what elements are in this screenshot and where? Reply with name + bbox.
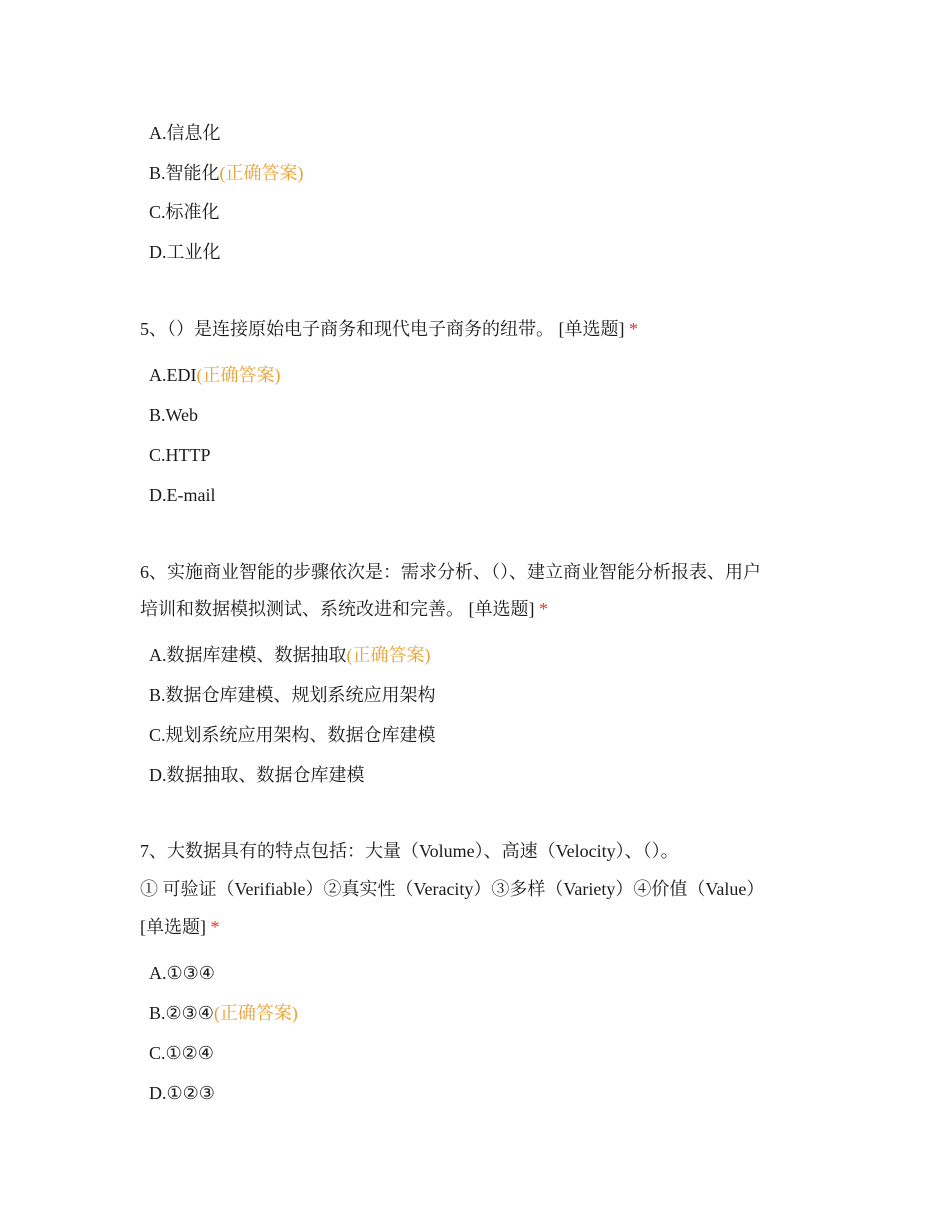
correct-answer-tag: (正确答案) <box>346 645 431 665</box>
option-label: B.智能化 <box>149 163 220 183</box>
option-label: A.信息化 <box>149 123 221 143</box>
option-label: B.Web <box>149 405 199 425</box>
question-text: 6、实施商业智能的步骤依次是：需求分析、（）、建立商业智能分析报表、用户 <box>140 562 761 582</box>
q7-option-b[interactable] <box>149 1001 298 1025</box>
q5-option-d[interactable] <box>149 483 215 507</box>
q4-option-b[interactable] <box>149 161 304 185</box>
q5-option-c[interactable] <box>149 443 211 467</box>
q5-option-b[interactable] <box>149 403 198 427</box>
option-label: A.①③④ <box>149 963 215 983</box>
q7-question-line2 <box>140 877 820 901</box>
correct-answer-tag: (正确答案) <box>213 1003 298 1023</box>
question-text: 培训和数据模拟测试、系统改进和完善。 <box>140 599 464 619</box>
option-label: C.HTTP <box>149 445 211 465</box>
q4-option-a[interactable] <box>149 121 221 145</box>
required-mark: * <box>210 917 220 937</box>
correct-answer-tag: (正确答案) <box>196 365 281 385</box>
q6-question-line2 <box>140 597 820 621</box>
q7-option-a[interactable] <box>149 961 215 985</box>
q6-option-a[interactable] <box>149 643 431 667</box>
option-label: D.E-mail <box>149 485 216 505</box>
option-label: D.工业化 <box>149 242 221 262</box>
q6-option-d[interactable] <box>149 763 365 787</box>
required-mark: * <box>629 319 638 339</box>
option-label: A.EDI <box>149 365 197 385</box>
option-label: B.数据仓库建模、规划系统应用架构 <box>149 685 436 705</box>
q6-question-line1 <box>140 560 820 584</box>
option-label: A.数据库建模、数据抽取 <box>149 645 347 665</box>
required-mark: * <box>539 599 548 619</box>
correct-answer-tag: (正确答案) <box>219 163 304 183</box>
q4-option-c[interactable] <box>149 200 220 224</box>
q7-option-c[interactable] <box>149 1041 214 1065</box>
option-label: B.②③④ <box>149 1003 214 1023</box>
question-type: [单选题] <box>558 319 625 339</box>
option-label: C.规划系统应用架构、数据仓库建模 <box>149 725 436 745</box>
q7-option-d[interactable] <box>149 1081 215 1105</box>
q6-option-b[interactable] <box>149 683 436 707</box>
question-type: [单选题] <box>140 917 206 937</box>
option-label: D.①②③ <box>149 1083 215 1103</box>
q5-option-a[interactable] <box>149 363 281 387</box>
question-text: ① 可验证（Verifiable）②真实性（Veracity）③多样（Variety）④价值（Value） <box>140 879 765 899</box>
question-text: 7、大数据具有的特点包括：大量（Volume）、高速（Velocity）、（）。 <box>140 841 679 861</box>
q7-question-line3 <box>140 915 820 939</box>
question-text: 5、（）是连接原始电子商务和现代电子商务的纽带。 <box>140 319 554 339</box>
q7-question-line1 <box>140 839 820 863</box>
question-type: [单选题] <box>468 599 535 619</box>
option-label: C.标准化 <box>149 202 220 222</box>
q4-option-d[interactable] <box>149 240 221 264</box>
q6-option-c[interactable] <box>149 723 436 747</box>
option-label: D.数据抽取、数据仓库建模 <box>149 765 365 785</box>
q5-question <box>140 317 820 341</box>
option-label: C.①②④ <box>149 1043 214 1063</box>
